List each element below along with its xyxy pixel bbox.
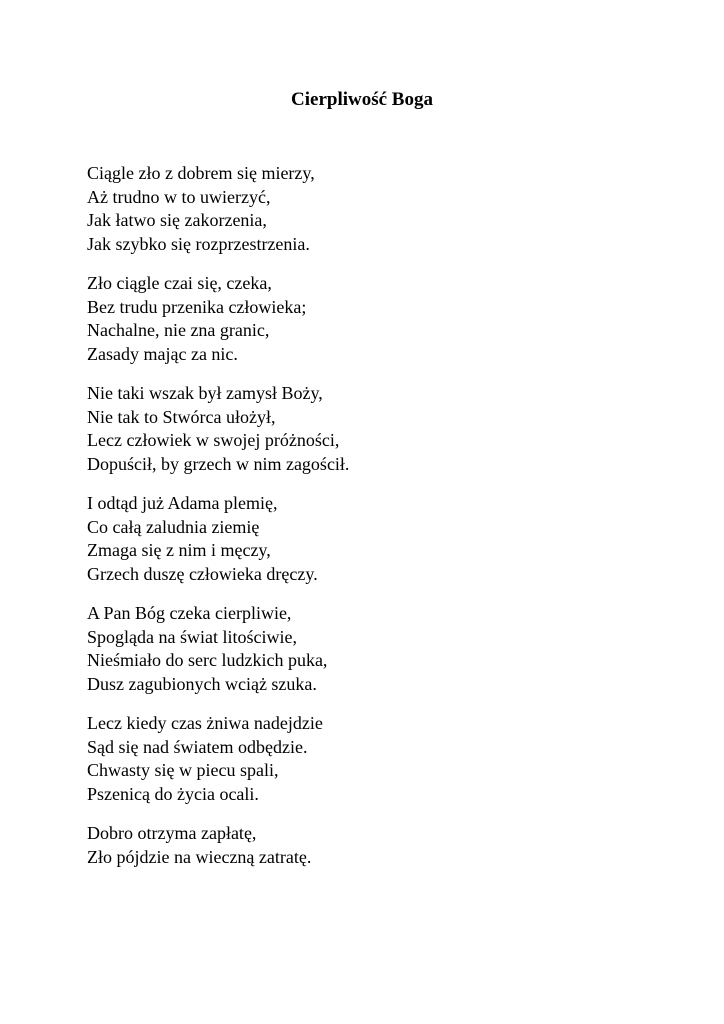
poem-line: Co całą zaludnia ziemię (87, 516, 260, 537)
stanza-4 (87, 492, 687, 586)
poem-line: Zło ciągle czai się, czeka, (87, 273, 272, 293)
poem-line: Spogląda na świat litościwie, (87, 626, 297, 647)
poem-line: Pszenicą do życia ocali. (87, 783, 259, 804)
poem-line: Dopuścił, by grzech w nim zagościł. (87, 453, 350, 474)
poem-line: Chwasty się w piecu spali, (87, 760, 279, 780)
poem-line: Sąd się nad światem odbędzie. (87, 736, 308, 757)
poem-line: Ciągle zło z dobrem się mierzy, (87, 163, 315, 183)
poem-line: Bez trudu przenika człowieka; (87, 296, 307, 317)
poem-line: Jak łatwo się zakorzenia, (87, 210, 267, 230)
poem-line: Zasady mając za nic. (87, 343, 238, 364)
poem-title-text: Cierpliwość Boga (291, 89, 433, 110)
poem-line: Lecz człowiek w swojej próżności, (87, 430, 340, 450)
poem-line: Zło pójdzie na wieczną zatratę. (87, 846, 312, 867)
poem-line: Nachalne, nie zna granic, (87, 320, 270, 340)
stanza-3 (87, 382, 687, 476)
poem-line: Nie tak to Stwórca ułożył, (87, 406, 276, 427)
poem-line: Nieśmiało do serc ludzkich puka, (87, 650, 328, 670)
poem-line: A Pan Bóg czeka cierpliwie, (87, 603, 292, 623)
poem-line: I odtąd już Adama plemię, (87, 493, 278, 513)
poem-line: Zmaga się z nim i męczy, (87, 540, 271, 560)
poem-line: Dobro otrzyma zapłatę, (87, 823, 257, 843)
stanza-1 (87, 162, 687, 256)
poem-line: Nie taki wszak był zamysł Boży, (87, 383, 323, 403)
poem-title (0, 88, 724, 112)
stanza-2 (87, 272, 687, 366)
poem-line: Jak szybko się rozprzestrzenia. (87, 233, 310, 254)
stanza-7 (87, 822, 687, 869)
poem-body (87, 162, 687, 885)
poem-line: Aż trudno w to uwierzyć, (87, 186, 271, 207)
poem-line: Lecz kiedy czas żniwa nadejdzie (87, 713, 323, 733)
poem-line: Dusz zagubionych wciąż szuka. (87, 673, 317, 694)
stanza-5 (87, 602, 687, 696)
poem-line: Grzech duszę człowieka dręczy. (87, 563, 318, 584)
stanza-6 (87, 712, 687, 806)
